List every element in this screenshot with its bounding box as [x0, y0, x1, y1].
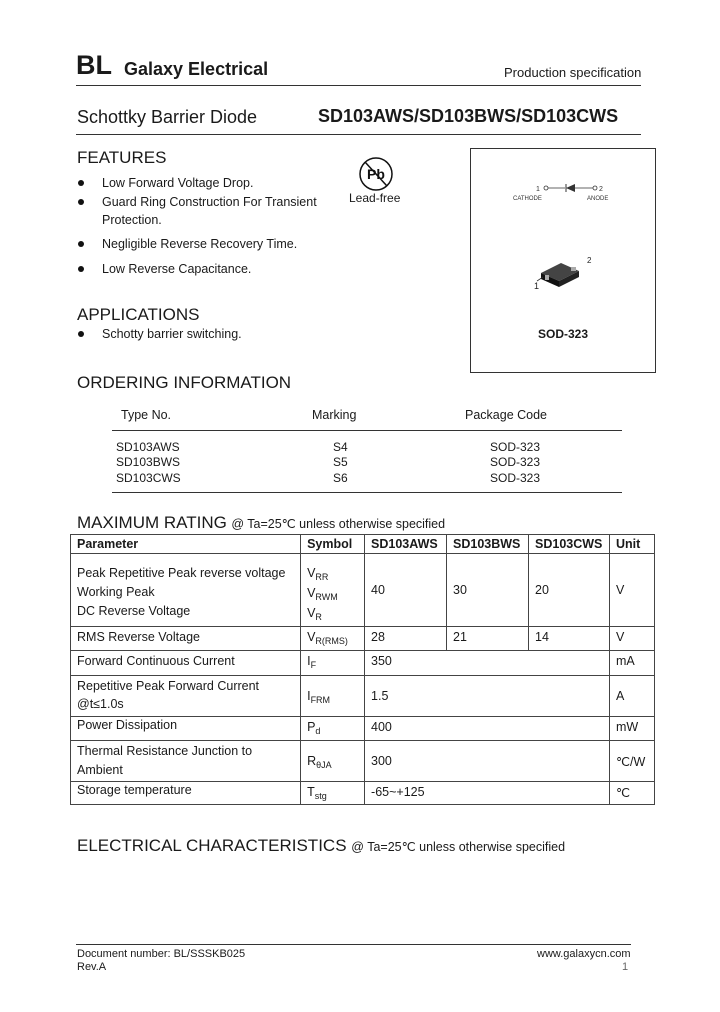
cathode-label: CATHODE	[513, 196, 542, 202]
symbol: $T_{stg}$	[301, 782, 365, 805]
param-name: Thermal Resistance Junction to	[77, 744, 253, 758]
ordering-divider	[112, 430, 622, 431]
ordering-type: SD103AWS	[116, 440, 180, 454]
electrical-title	[77, 836, 565, 856]
col-parameter: Parameter	[71, 535, 301, 554]
unit: mA	[609, 651, 654, 676]
table-row	[71, 741, 655, 782]
symbol-vr: $V_R$	[307, 606, 322, 622]
col-unit: Unit	[609, 535, 654, 554]
unit: V	[609, 554, 654, 627]
unit: ℃/W	[609, 741, 654, 782]
electrical-heading: ELECTRICAL CHARACTERISTICS	[77, 836, 347, 855]
ordering-marking: S4	[333, 440, 348, 454]
header-divider	[76, 85, 641, 86]
ordering-col-package: Package Code	[465, 408, 548, 422]
ordering-type: SD103BWS	[116, 455, 181, 469]
package-pin2-label: 2	[587, 256, 592, 265]
param-name: Repetitive Peak Forward Current	[77, 679, 260, 693]
symbol: $V_{R(RMS)}$	[301, 627, 365, 651]
param-name: Peak Repetitive Peak reverse voltage	[77, 566, 286, 580]
footer-divider	[76, 944, 631, 945]
symbol: $I_F$	[301, 651, 365, 676]
bullet-icon	[78, 241, 84, 247]
bullet-icon	[78, 199, 84, 205]
table-row	[71, 782, 655, 805]
max-rating-heading: MAXIMUM RATING	[77, 513, 227, 532]
diode-schematic-icon	[501, 179, 631, 205]
bullet-icon	[78, 266, 84, 272]
value: 300	[365, 741, 610, 782]
doc-type: Production specification	[504, 65, 642, 80]
symbol: $P_d$	[301, 717, 365, 741]
ordering-package: SOD-323	[490, 471, 541, 485]
anode-label: ANODE	[587, 196, 609, 202]
table-header-row	[71, 535, 655, 554]
symbol: $I_{FRM}$	[301, 676, 365, 717]
ordering-heading: ORDERING INFORMATION	[77, 373, 292, 392]
electrical-condition: @ Ta=25℃ unless otherwise specified	[351, 840, 566, 854]
symbol: $R_{\theta JA}$	[301, 741, 365, 782]
pin2-number: 2	[599, 186, 603, 193]
package-pin1-label: 1	[534, 281, 540, 291]
param-name: @t≤1.0s	[77, 697, 124, 711]
ordering-package: SOD-323	[490, 455, 541, 469]
col-sd103bws: SD103BWS	[447, 535, 529, 554]
ordering-col-marking: Marking	[312, 408, 357, 422]
feature-item: Guard Ring Construction For Transient	[102, 195, 317, 209]
ordering-marking: S5	[333, 455, 348, 469]
value: 1.5	[365, 676, 610, 717]
symbol-vrwm: $V_{RWM}$	[307, 586, 338, 602]
lead-free-icon	[355, 154, 397, 194]
package-name: SOD-323	[537, 327, 589, 341]
value-a: 40	[365, 554, 447, 627]
value-a: 28	[365, 627, 447, 651]
bullet-icon	[78, 331, 84, 337]
param-name: Power Dissipation	[71, 717, 301, 741]
ordering-marking: S6	[333, 471, 348, 485]
unit: A	[609, 676, 654, 717]
application-item: Schotty barrier switching.	[102, 327, 242, 341]
col-sd103cws: SD103CWS	[529, 535, 610, 554]
max-rating-table	[70, 534, 655, 805]
brand-name: Galaxy Electrical	[124, 59, 269, 79]
table-row	[71, 554, 655, 627]
table-row	[71, 676, 655, 717]
unit: ℃	[609, 782, 654, 805]
applications-heading: APPLICATIONS	[77, 305, 200, 324]
param-name: Ambient	[77, 763, 123, 777]
param-name: Forward Continuous Current	[71, 651, 301, 676]
symbol-vrr: $V_{RR}$	[307, 566, 329, 582]
col-symbol: Symbol	[301, 535, 365, 554]
value-b: 21	[447, 627, 529, 651]
max-rating-title	[77, 513, 445, 533]
ordering-divider	[112, 492, 622, 493]
feature-item: Low Reverse Capacitance.	[102, 262, 252, 276]
package-box	[470, 148, 656, 373]
value-c: 20	[529, 554, 610, 627]
param-name: Storage temperature	[71, 782, 301, 805]
feature-item: Negligible Reverse Recovery Time.	[102, 237, 298, 251]
document-number: Document number: BL/SSSKB025	[77, 948, 246, 960]
brand-logo: BL	[76, 50, 112, 80]
unit: mW	[609, 717, 654, 741]
pin1-number: 1	[536, 186, 540, 193]
website-link[interactable]: www.galaxycn.com	[537, 948, 631, 960]
param-name: RMS Reverse Voltage	[71, 627, 301, 651]
value: 350	[365, 651, 610, 676]
value: -65~+125	[365, 782, 610, 805]
table-row	[71, 717, 655, 741]
page-number: 1	[622, 961, 629, 973]
ordering-package: SOD-323	[490, 440, 541, 454]
page-title: SD103AWS/SD103BWS/SD103CWS	[318, 106, 619, 126]
value-c: 14	[529, 627, 610, 651]
max-rating-condition: @ Ta=25℃ unless otherwise specified	[231, 517, 446, 531]
sod323-package-icon	[531, 253, 601, 297]
table-row	[71, 627, 655, 651]
table-row	[71, 651, 655, 676]
value: 400	[365, 717, 610, 741]
page-subtitle: Schottky Barrier Diode	[77, 107, 258, 127]
revision: Rev.A	[77, 961, 107, 973]
value-b: 30	[447, 554, 529, 627]
unit: V	[609, 627, 654, 651]
feature-item-continued: Protection.	[102, 213, 162, 227]
title-divider	[76, 134, 641, 135]
lead-free-symbol: Pb	[367, 166, 385, 182]
ordering-col-type: Type No.	[121, 408, 172, 422]
bullet-icon	[78, 180, 84, 186]
feature-item: Low Forward Voltage Drop.	[102, 176, 254, 190]
param-name: Working Peak	[77, 585, 155, 599]
param-name: DC Reverse Voltage	[77, 604, 191, 618]
ordering-type: SD103CWS	[116, 471, 181, 485]
lead-free-label: Lead-free	[349, 191, 401, 205]
col-sd103aws: SD103AWS	[365, 535, 447, 554]
features-heading: FEATURES	[77, 148, 167, 167]
